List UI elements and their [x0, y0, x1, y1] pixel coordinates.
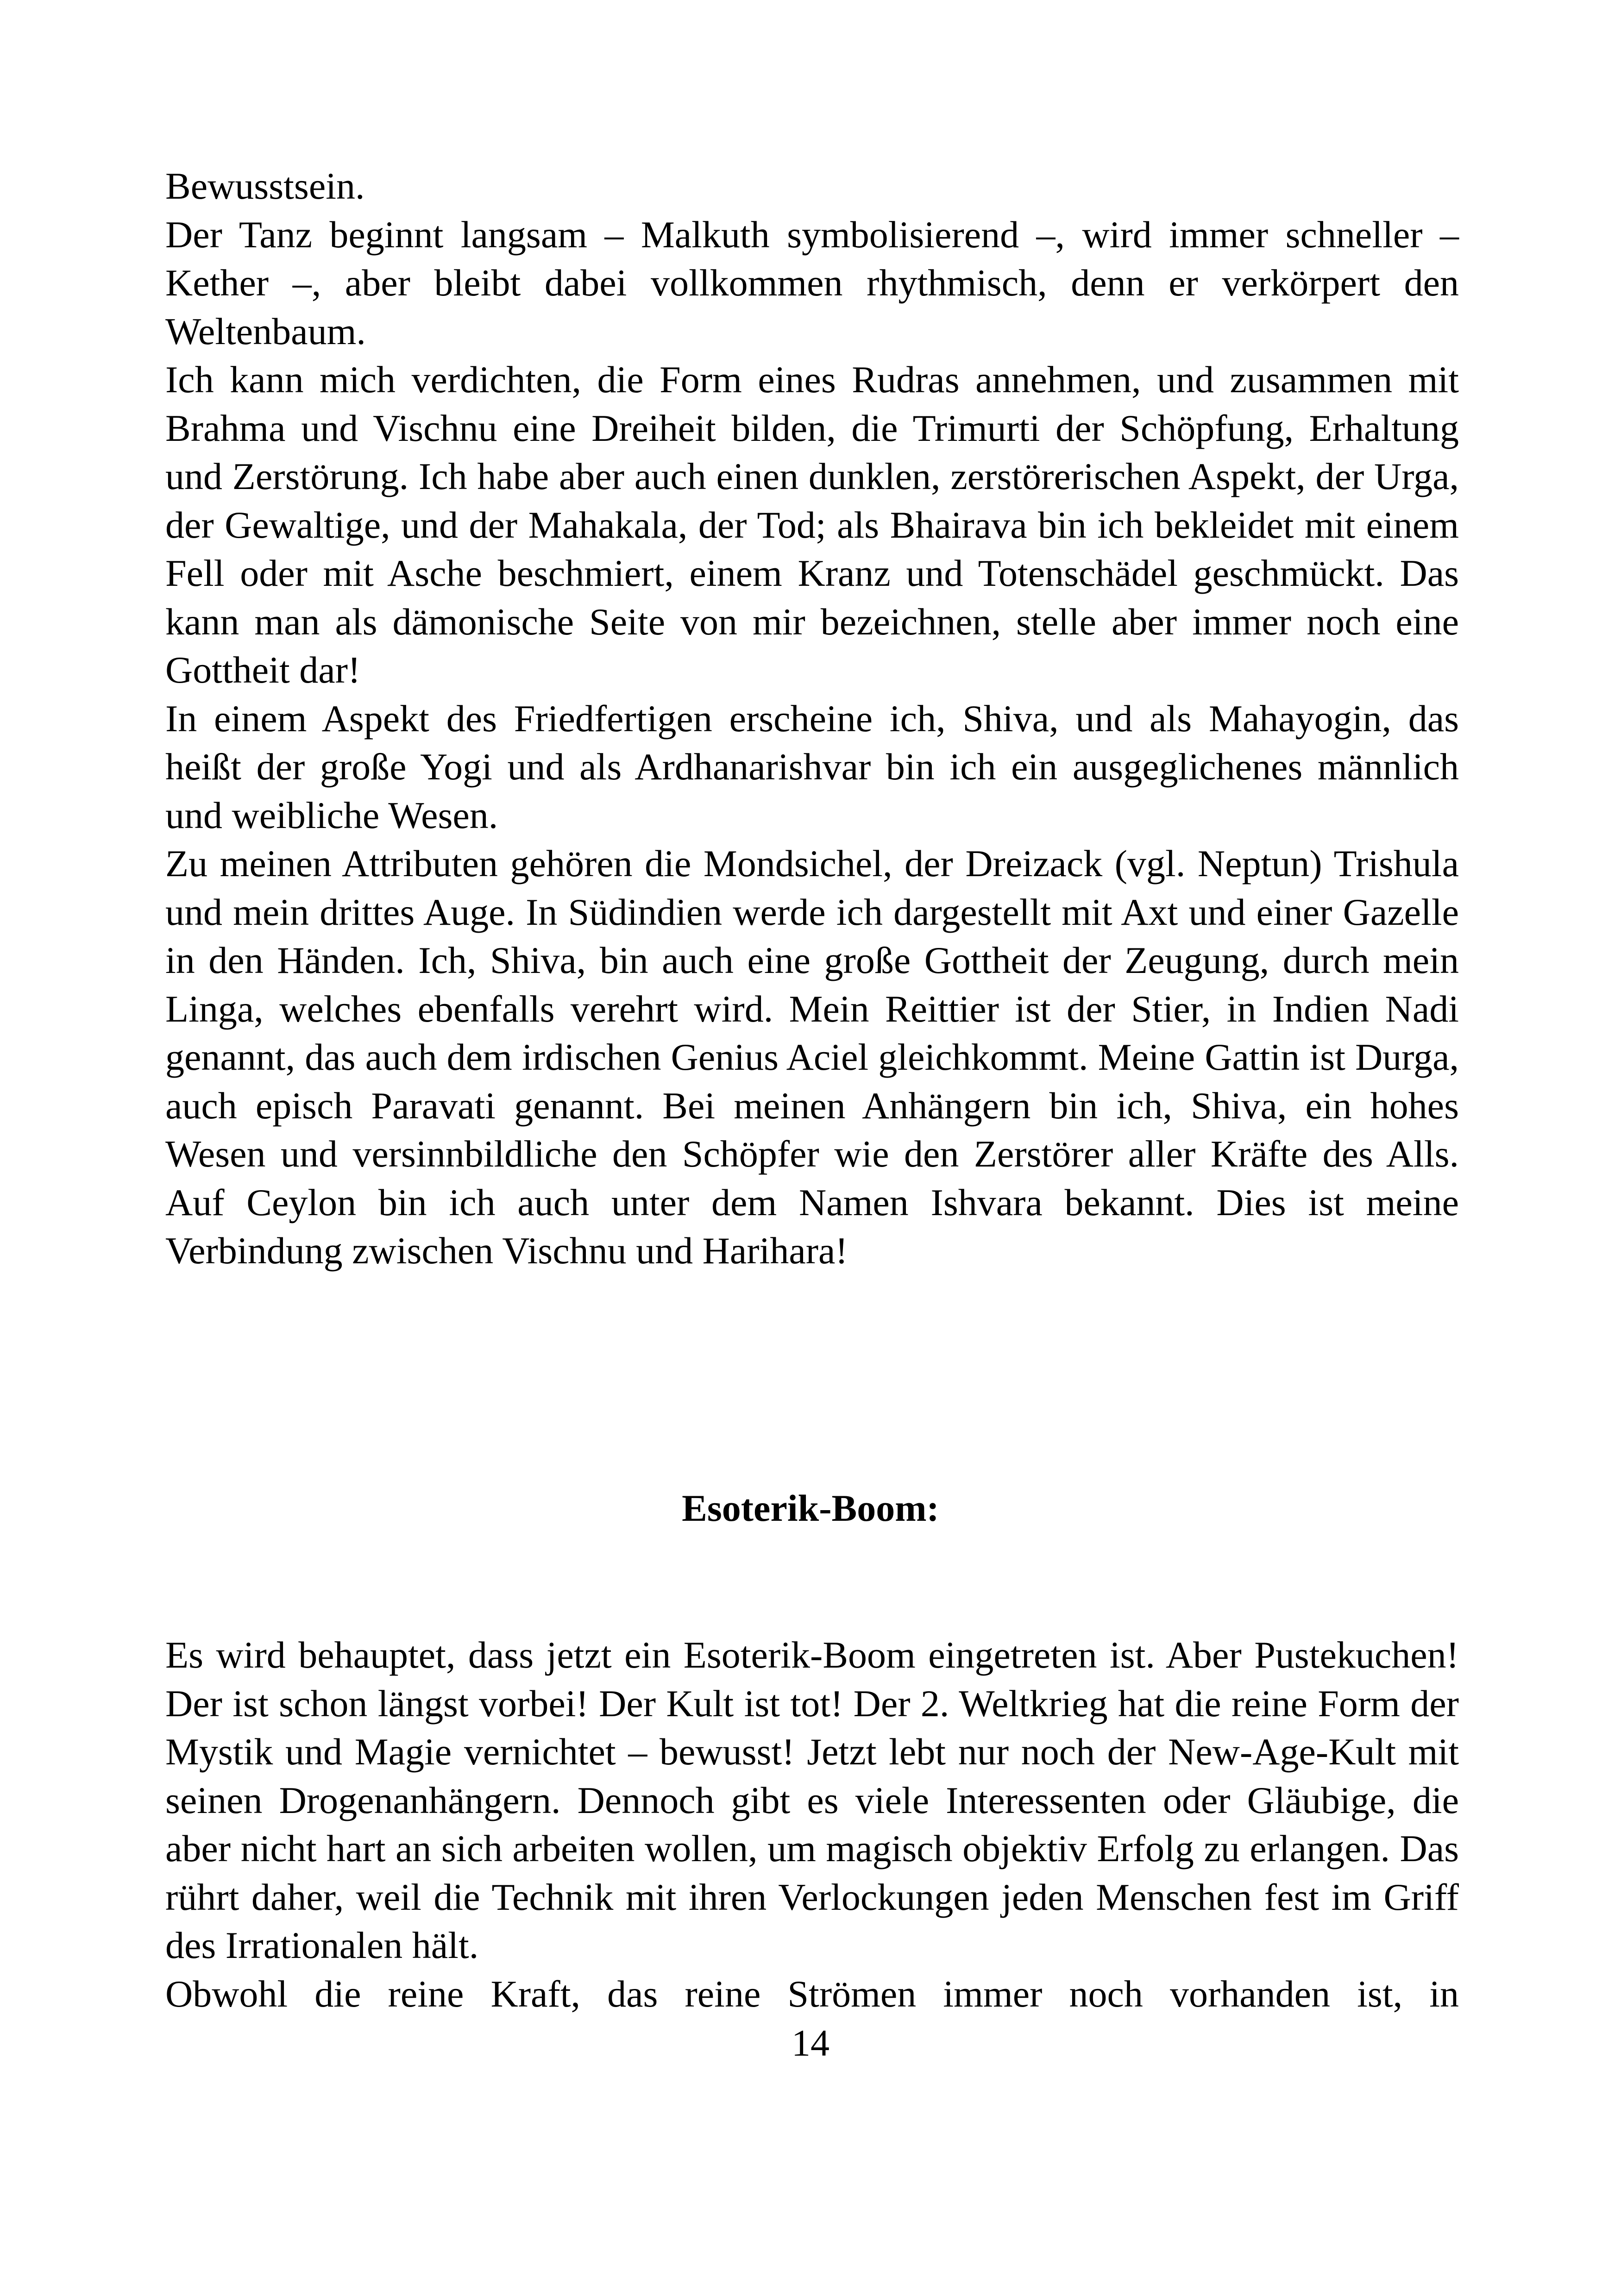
paragraph: Zu meinen Attributen gehören die Mondsichel, der Dreizack (vgl. Neptun) Trishula und mein drittes Auge. In Südindien werde ich dargestellt mit Axt und einer Gazelle in den Händen. Ich, Shiva, bin auch eine große Gottheit der Zeugung, durch mein Linga, welches ebenfalls verehrt wird. Mein Reittier ist der Stier, in Indien Nadi genannt, das auch dem irdischen Genius Aciel gleichkommt. Meine Gattin ist Durga, auch episch Paravati genannt. Bei meinen Anhängern bin ich, Shiva, ein hohes Wesen und versinnbildliche den Schöpfer wie den Zerstörer aller Kräfte des Alls. Auf Ceylon bin ich auch unter dem Namen Ishvara bekannt. Dies ist meine Verbindung zwischen Vischnu und Harihara! [165, 842, 1459, 1272]
paragraph: Bewusstsein. [165, 165, 365, 207]
paragraph: Der Tanz beginnt langsam – Malkuth symbolisierend –, wird immer schneller – Kether –, aber bleibt dabei vollkommen rhythmisch, denn er verkörpert den Weltenbaum. [165, 213, 1459, 352]
paragraph: Ich kann mich verdichten, die Form eines Rudras annehmen, und zusammen mit Brahma und Vischnu eine Dreiheit bilden, die Trimurti der Schöpfung, Erhaltung und Zerstörung. Ich habe aber auch einen dunklen, zerstörerischen Aspekt, der Urga, der Gewaltige, und der Mahakala, der Tod; als Bhairava bin ich bekleidet mit einem Fell oder mit Asche beschmiert, einem Kranz und Totenschädel geschmückt. Das kann man als dämonische Seite von mir bezeichnen, stelle aber immer noch eine Gottheit dar! [165, 358, 1459, 691]
paragraph: Es wird behauptet, dass jetzt ein Esoterik-Boom eingetreten ist. Aber Pustekuchen! Der ist schon längst vorbei! Der Kult ist tot! Der 2. Weltkrieg hat die reine Form der Mystik und Magie vernichtet – bewusst! Jetzt lebt nur noch der New-Age-Kult mit seinen Drogenanhängern. Dennoch gibt es viele Interessenten oder Gläubige, die aber nicht hart an sich arbeiten wollen, um magisch objektiv Erfolg zu erlangen. Das rührt daher, weil die Technik mit ihren Verlockungen jeden Menschen fest im Griff des Irrationalen hält. [165, 1634, 1459, 1966]
section-heading: Esoterik-Boom: [682, 1487, 939, 1529]
body-text-section-1 [165, 162, 1459, 1275]
paragraph: Obwohl die reine Kraft, das reine Strömen immer noch vorhanden ist, in [165, 1972, 1459, 2015]
page-number: 14 [792, 2022, 829, 2064]
paragraph: In einem Aspekt des Friedfertigen erscheine ich, Shiva, und als Mahayogin, das heißt der große Yogi und als Ardhanarishvar bin ich ein ausgeglichenes männlich und weibliche Wesen. [165, 697, 1459, 836]
body-text-section-2 [165, 1631, 1459, 2018]
